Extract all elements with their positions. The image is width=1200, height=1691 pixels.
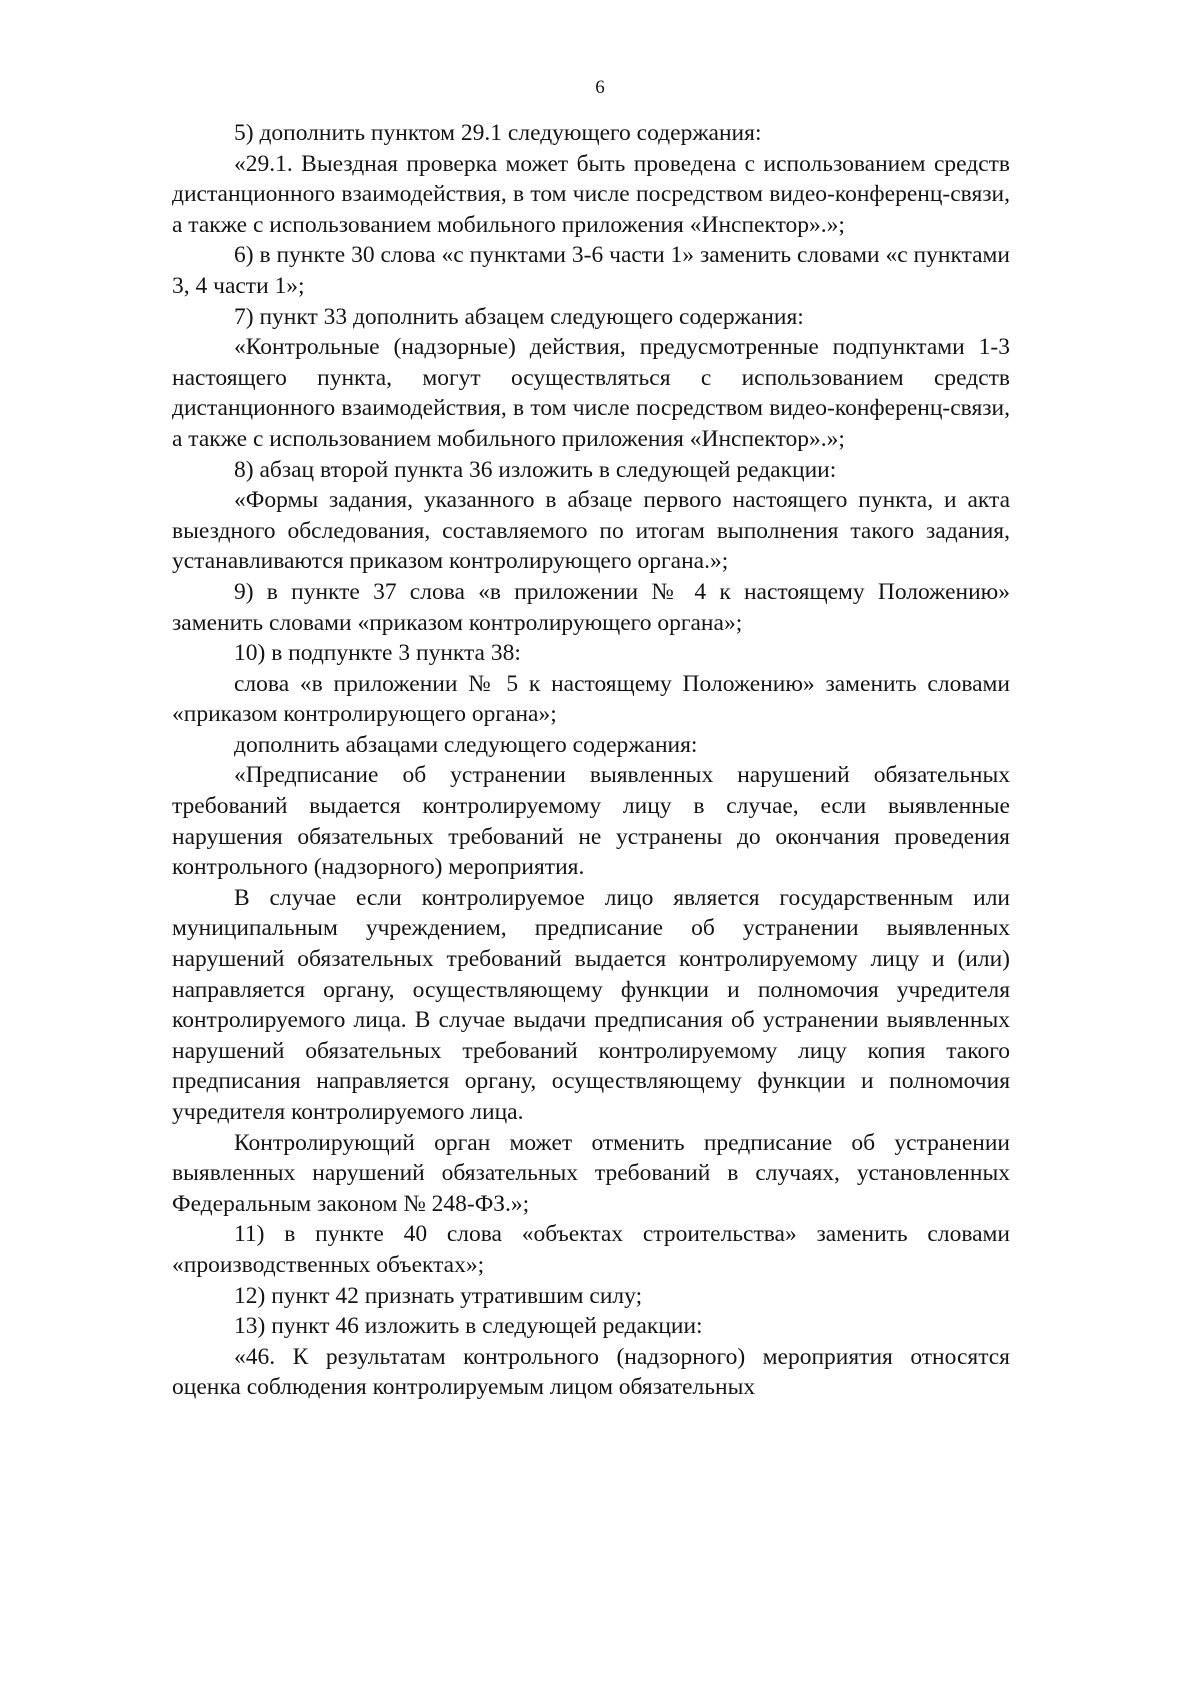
paragraph-quote-prescription: «Предписание об устранении выявленных нарушений обязательных требований выдается контролируемому лицу в случае, если выявленные нарушения обязательных требований не устранены до окончания проведения контрольного (надзорного) мероприятия.	[172, 762, 1010, 881]
paragraph-item-9: 9) в пункте 37 слова «в приложении № 4 к настоящему Положению» заменить словами «приказом контролирующего органа»;	[172, 578, 1010, 636]
paragraph-quote-46: «46. К результатам контрольного (надзорного) мероприятия относятся оценка соблюдения контролируемым лицом обязательных	[172, 1343, 1010, 1401]
paragraph-item-6: 6) в пункте 30 слова «с пунктами 3-6 части 1» заменить словами «с пунктами 3, 4 части 1»;	[172, 242, 1010, 299]
paragraph-state-institution: В случае если контролируемое лицо является государственным или муниципальным учреждением, предписание об устранении выявленных нарушений обязательных требований выдается контролируемому лицу и (или) направляется органу, осуществляющему функции и полномочия учредителя контролируемого лица. В случае выдачи предписания об устранении выявленных нарушений обязательных требований контролируемому лицу копия такого предписания направляется органу, осуществляющему функции и полномочия учредителя контролируемого лица.	[172, 884, 1010, 1125]
paragraph-quote-29-1: «29.1. Выездная проверка может быть проведена с использованием средств дистанционного взаимодействия, в том числе посредством видео-конференц-связи, а также с использованием мобильного приложения «Инспектор».»;	[172, 150, 1010, 238]
paragraph-quote-forms: «Формы задания, указанного в абзаце первого настоящего пункта, и акта выездного обследования, составляемого по итогам выполнения такого задания, устанавливаются приказом контролирующего органа.»;	[172, 487, 1010, 575]
paragraph-item-11: 11) в пункте 40 слова «объектах строительства» заменить словами «производственных объектах»;	[172, 1221, 1010, 1278]
document-body	[172, 118, 1010, 1403]
paragraph-cancel-prescription: Контролирующий орган может отменить предписание об устранении выявленных нарушений обязательных требований в случаях, установленных Федеральным законом № 248-ФЗ.»;	[172, 1129, 1010, 1217]
paragraph-item-12: 12) пункт 42 признать утратившим силу;	[234, 1282, 643, 1309]
paragraph-item-13: 13) пункт 46 изложить в следующей редакции:	[234, 1313, 703, 1340]
paragraph-add-paragraphs: дополнить абзацами следующего содержания:	[234, 731, 698, 758]
page-number: 6	[595, 77, 605, 98]
paragraph-item-7: 7) пункт 33 дополнить абзацем следующего содержания:	[234, 303, 804, 330]
paragraph-item-8: 8) абзац второй пункта 36 изложить в следующей редакции:	[234, 456, 837, 483]
paragraph-item-10: 10) в подпункте 3 пункта 38:	[234, 640, 521, 667]
paragraph-item-5: 5) дополнить пунктом 29.1 следующего содержания:	[234, 120, 762, 146]
paragraph-words-replace: слова «в приложении № 5 к настоящему Положению» заменить словами «приказом контролирующего органа»;	[172, 670, 1010, 728]
paragraph-quote-control-actions: «Контрольные (надзорные) действия, предусмотренные подпунктами 1-3 настоящего пункта, могут осуществляться с использованием средств дистанционного взаимодействия, в том числе посредством видео-конференц-связи, а также с использованием мобильного приложения «Инспектор».»;	[172, 334, 1010, 452]
